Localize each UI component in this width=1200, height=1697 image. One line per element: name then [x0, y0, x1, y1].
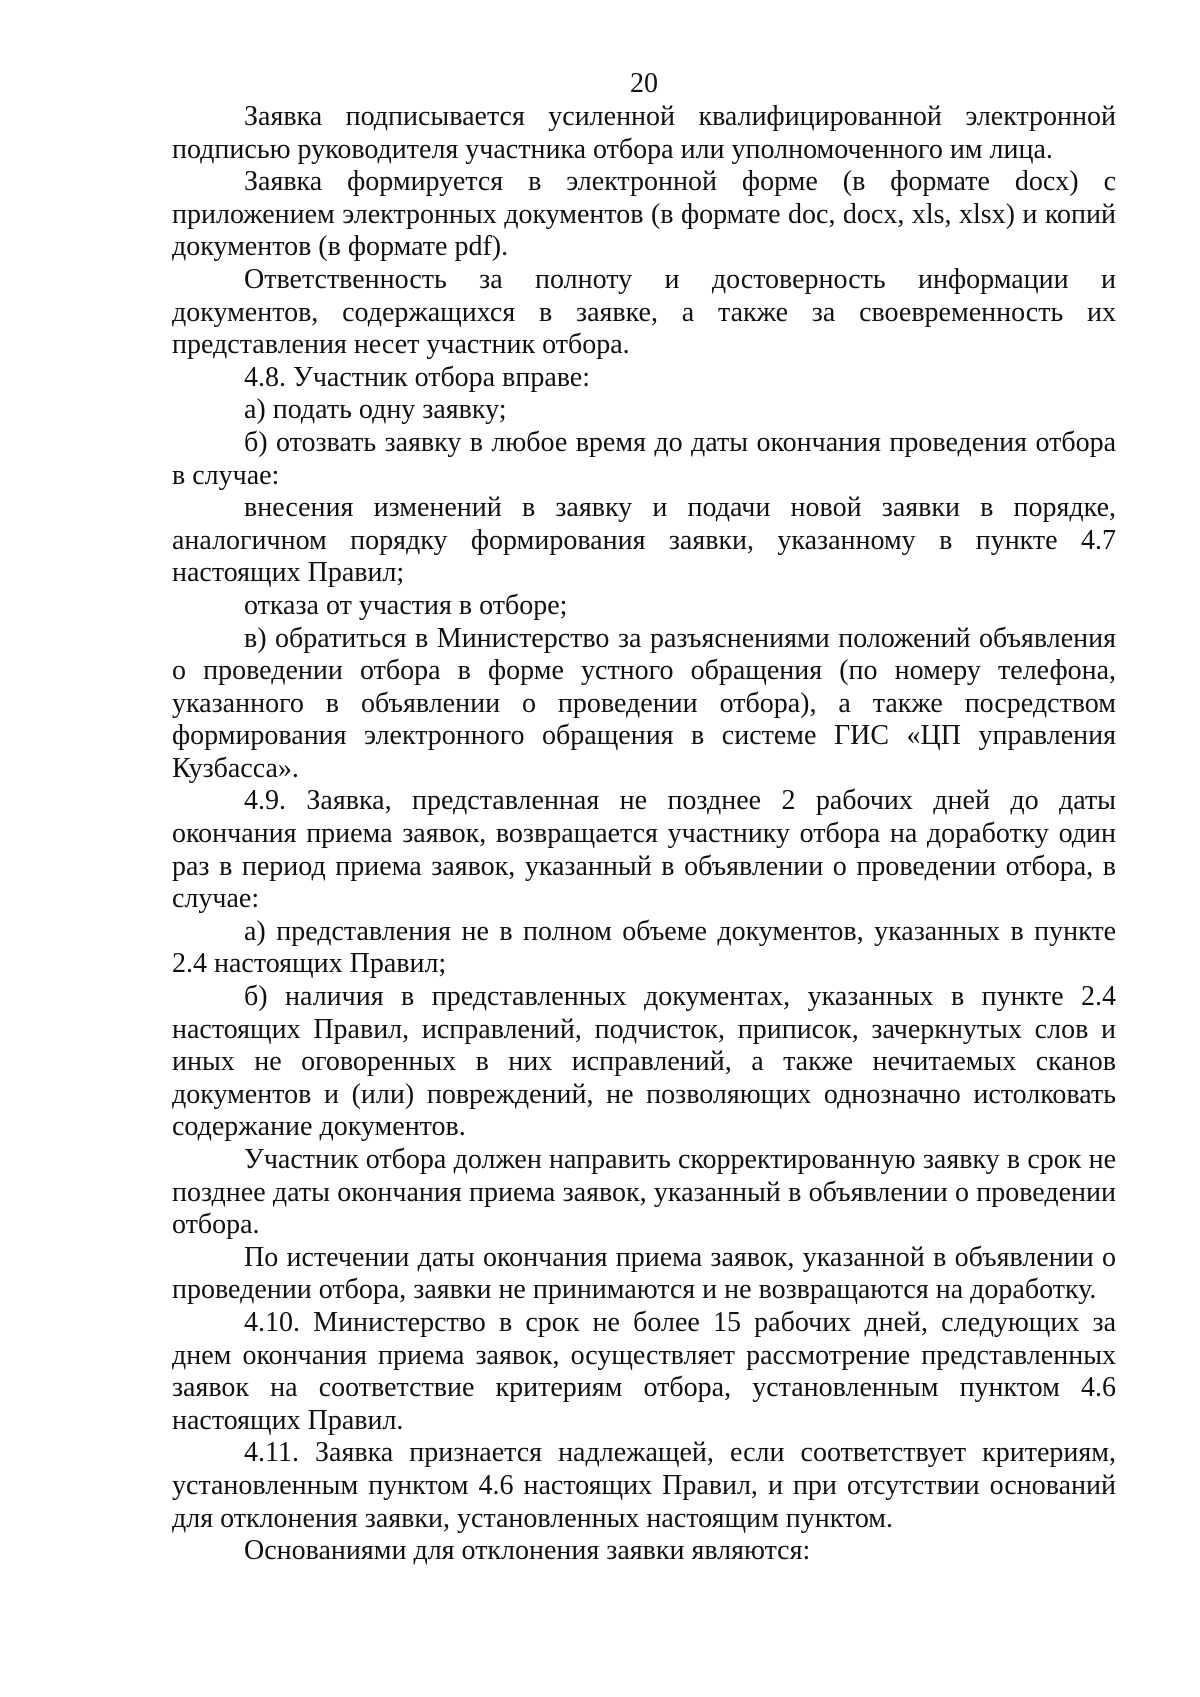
- paragraph-4-8-b-changes: внесения изменений в заявку и подачи новой заявки в порядке, аналогичном порядку формирования заявки, указанному в пункте 4.7 настоящих Правил;: [172, 492, 1116, 589]
- paragraph-signature: Заявка подписывается усиленной квалифицированной электронной подписью руководителя участника отбора или уполномоченного им лица.: [172, 101, 1116, 165]
- paragraph-rejection-grounds: Основаниями для отклонения заявки являются:: [244, 1535, 811, 1567]
- paragraph-responsibility: Ответственность за полноту и достоверность информации и документов, содержащихся в заявке, а также за своевременность их представления несет участник отбора.: [172, 263, 1116, 361]
- paragraph-4-8: 4.8. Участник отбора вправе:: [244, 361, 591, 393]
- paragraph-4-9-a: а) представления не в полном объеме документов, указанных в пункте 2.4 настоящих Правил;: [172, 915, 1116, 980]
- paragraph-4-8-b-refusal: отказа от участия в отборе;: [244, 589, 568, 621]
- paragraph-4-8-a: а) подать одну заявку;: [244, 394, 507, 426]
- paragraph-4-11: 4.11. Заявка признается надлежащей, если соответствует критериям, установленным пунктом 4.6 настоящих Правил, и при отсутствии оснований для отклонения заявки, установленных настоящим пунктом.: [172, 1437, 1116, 1534]
- paragraph-4-8-b: б) отозвать заявку в любое время до даты окончания проведения отбора в случае:: [172, 426, 1116, 491]
- paragraph-4-9-b: б) наличия в представленных документах, указанных в пункте 2.4 настоящих Правил, исправлений, подчисток, приписок, зачеркнутых слов и иных не оговоренных в них исправлений, а также нечитаемых сканов документов и (или) повреждений, не позволяющих однозначно истолковать содержание документов.: [172, 981, 1116, 1143]
- paragraph-4-10: 4.10. Министерство в срок не более 15 рабочих дней, следующих за днем окончания приема заявок, осуществляет рассмотрение представленных заявок на соответствие критериям отбора, установленным пунктом 4.6 настоящих Правил.: [172, 1306, 1116, 1436]
- paragraph-format: Заявка формируется в электронной форме (в формате docx) с приложением электронных документов (в формате doc, docx, xls, xlsx) и копий документов (в формате pdf).: [172, 166, 1116, 263]
- paragraph-corrected-application: Участник отбора должен направить скорректированную заявку в срок не позднее даты окончания приема заявок, указанный в объявлении о проведении отбора.: [172, 1144, 1116, 1241]
- document-page: [172, 68, 1116, 1568]
- paragraph-4-9: 4.9. Заявка, представленная не позднее 2 рабочих дней до даты окончания приема заявок, возвращается участнику отбора на доработку один раз в период приема заявок, указанный в объявлении о проведении отбора, в случае:: [172, 785, 1116, 915]
- page-number: 20: [630, 68, 658, 99]
- paragraph-4-8-v: в) обратиться в Министерство за разъяснениями положений объявления о проведении отбора в форме устного обращения (по номеру телефона, указанного в объявлении о проведении отбора), а также посредством формирования электронного обращения в системе ГИС «ЦП управления Кузбасса».: [172, 622, 1116, 784]
- paragraph-deadline: По истечении даты окончания приема заявок, указанной в объявлении о проведении отбора, заявки не принимаются и не возвращаются на доработку.: [172, 1241, 1116, 1306]
